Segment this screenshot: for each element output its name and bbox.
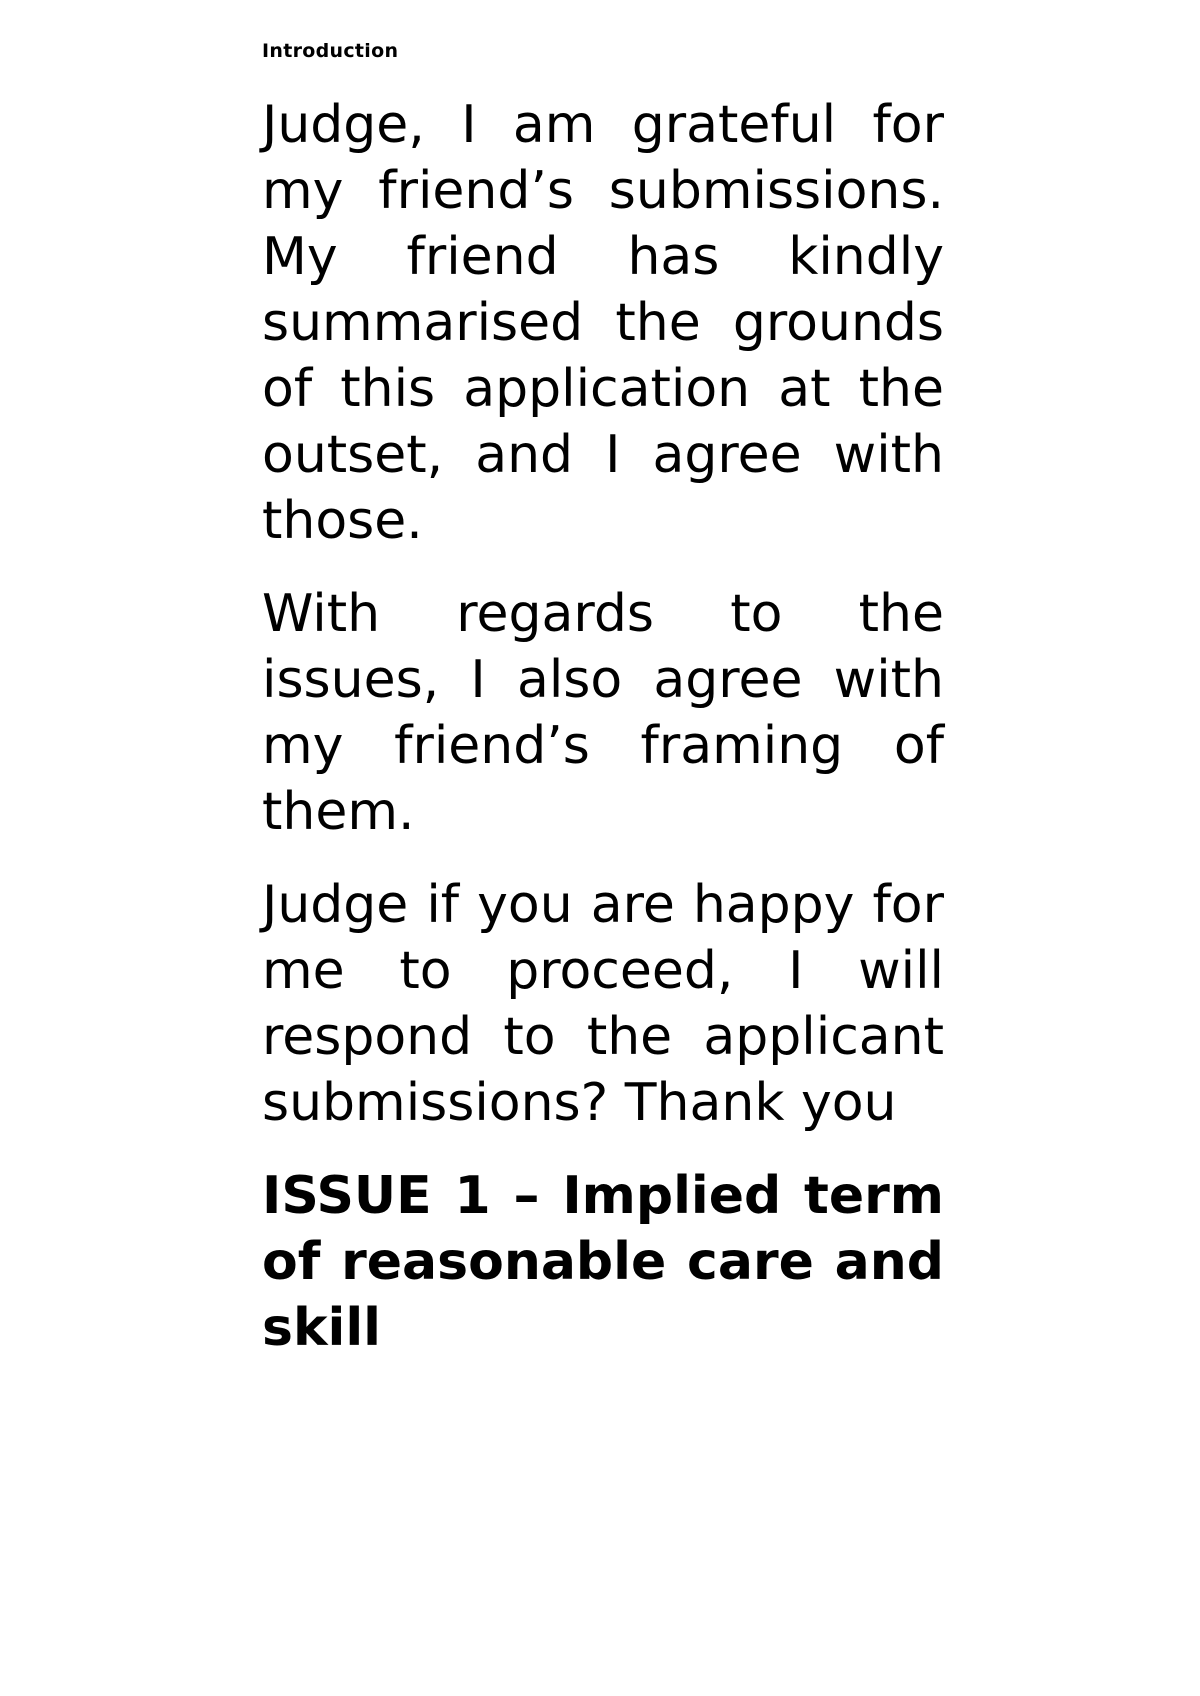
paragraph-issues: With regards to the issues, I also agree with my friend’s framing of them. bbox=[262, 584, 944, 842]
issue-heading: ISSUE 1 – Implied term of reasonable care and skill bbox=[262, 1166, 944, 1358]
section-header: Introduction bbox=[262, 40, 399, 62]
paragraph-intro: Judge, I am grateful for my friend’s submissions. My friend has kindly summarised the grounds of this application at the outset, and I agree with those. bbox=[262, 95, 944, 551]
document-body bbox=[262, 92, 944, 1361]
paragraph-proceed: Judge if you are happy for me to proceed, I will respond to the applicant submissions? Thank you bbox=[262, 875, 944, 1133]
